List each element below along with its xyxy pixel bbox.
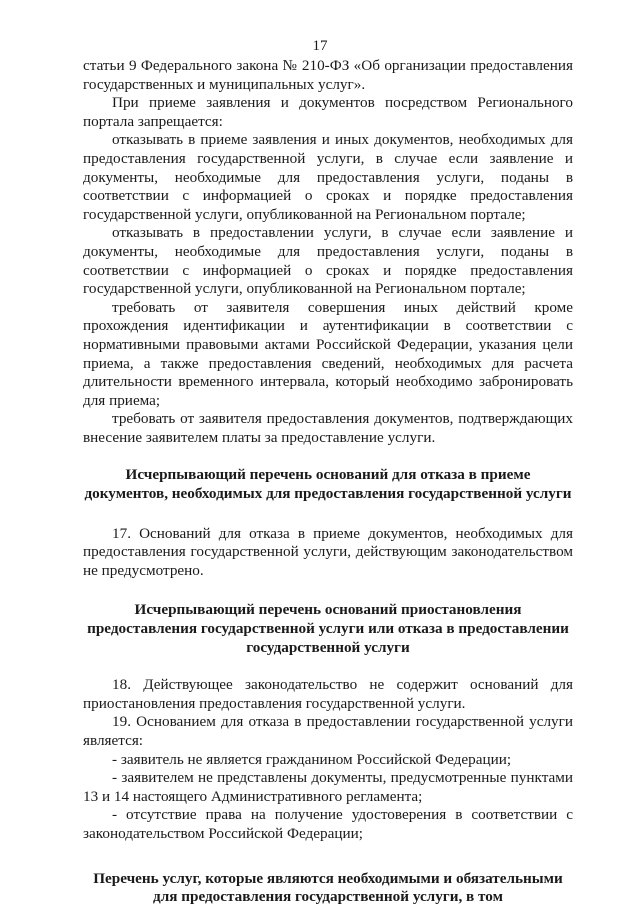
paragraph-prohibition-refuse-reception: отказывать в приеме заявления и иных документов, необходимых для предоставления государственной услуги, в случае если заявление и документы, необходимые для предоставления услуги, поданы в соответствии с информацией о сроках и порядке предоставления государственной услуги, опубликованной на Региональном портале; <box>83 131 573 223</box>
paragraph-prohibition-extra-actions: требовать от заявителя совершения иных действий кроме прохождения идентификации и аутентификации в соответствии с нормативными правовыми актами Российской Федерации, указания цели приема, а также предоставления сведений, необходимых для расчета длительности временного интервала, который необходимо забронировать для приема; <box>83 298 573 409</box>
list-item-missing-documents: - заявителем не представлены документы, предусмотренные пунктами 13 и 14 настоящего Административного регламента; <box>83 769 573 805</box>
section-heading-required-services: Перечень услуг, которые являются необходимыми и обязательными для предоставления государственной услуги, в том <box>93 869 563 906</box>
paragraph-prohibition-payment-documents: требовать от заявителя предоставления документов, подтверждающих внесение заявителем платы за предоставление услуги. <box>83 410 573 446</box>
section-heading-suspension-refusal: Исчерпывающий перечень оснований приостановления предоставления государственной услуги или отказа в предоставлении государственной услуги <box>87 601 569 656</box>
page-number: 17 <box>312 38 328 54</box>
page-content <box>83 57 573 907</box>
paragraph-19: 19. Основанием для отказа в предоставлении государственной услуги является: <box>83 713 573 749</box>
section-heading-reception-refusal: Исчерпывающий перечень оснований для отказа в приеме документов, необходимых для предоставления государственной услуги <box>84 466 572 503</box>
paragraph-prohibition-refuse-service: отказывать в предоставлении услуги, в случае если заявление и документы, необходимые для предоставления услуги, поданы в соответствии с информацией о сроках и порядке предоставления государственной услуги, опубликованной на Региональном портале; <box>83 224 573 298</box>
list-item-no-right: - отсутствие права на получение удостоверения в соответствии с законодательством Российской Федерации; <box>83 806 573 842</box>
paragraph-17: 17. Оснований для отказа в приеме документов, необходимых для предоставления государственной услуги, действующим законодательством не предусмотрено. <box>83 524 573 579</box>
list-item-not-citizen: - заявитель не является гражданином Российской Федерации; <box>112 750 512 768</box>
paragraph-18: 18. Действующее законодательство не содержит оснований для приостановления предоставления государственной услуги. <box>83 676 573 712</box>
paragraph-portal-prohibitions-intro: При приеме заявления и документов посредством Регионального портала запрещается: <box>83 94 573 130</box>
paragraph-law-reference: статьи 9 Федерального закона № 210-ФЗ «Об организации предоставления государственных и муниципальных услуг». <box>83 57 573 93</box>
